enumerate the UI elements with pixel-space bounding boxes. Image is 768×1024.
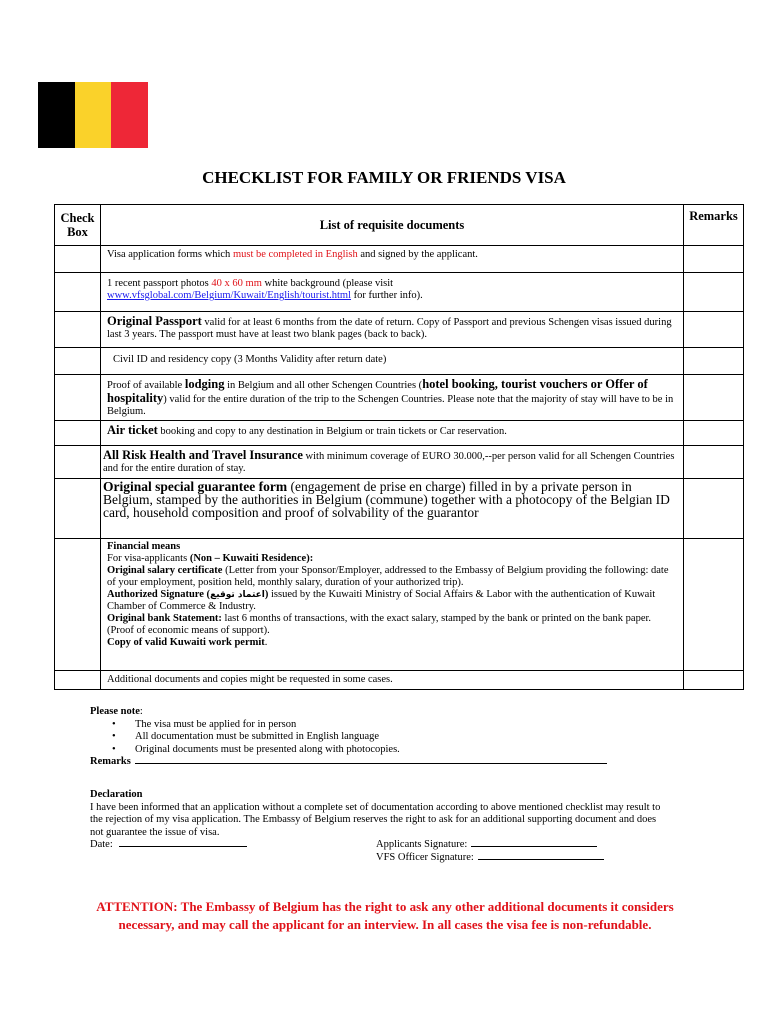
check-box-cell[interactable] [55, 446, 101, 479]
table-row [55, 539, 744, 671]
table-row [55, 348, 744, 375]
list-item: • Original documents must be presented along with photocopies. [130, 744, 607, 757]
header-documents: List of requisite documents [101, 205, 684, 246]
table-row [55, 446, 744, 479]
check-box-cell[interactable] [55, 421, 101, 446]
document-cell: 1 recent passport photos 40 x 60 mm white background (please visit www.vfsglobal.com/Belgium/Kuwait/English/tourist.html for further info). [101, 273, 684, 312]
remarks-cell[interactable] [684, 671, 744, 690]
remarks-cell[interactable] [684, 479, 744, 539]
financial-heading: Financial means [107, 541, 181, 552]
check-box-cell[interactable] [55, 348, 101, 375]
table-row [55, 375, 744, 421]
table-header-row [55, 205, 744, 246]
table-row [55, 479, 744, 539]
table-row [55, 671, 744, 690]
declaration-text: I have been informed that an application without a complete set of documentation according to above mentioned checklist may result to the rejection of my visa application. The Embassy of Belgium reserves the right to ask for an additional supporting document and does not guarantee the issue of visa. [90, 801, 661, 838]
check-box-cell[interactable] [55, 246, 101, 273]
applicant-signature-line[interactable] [471, 846, 597, 847]
check-box-cell[interactable] [55, 375, 101, 421]
document-cell: Additional documents and copies might be requested in some cases. [101, 671, 684, 690]
officer-signature-line[interactable] [478, 859, 604, 860]
please-note-section: Please note: • The visa must be applied for in person • All documentation must be submitted in English language • Original documents must be presented along with photocopies. Remarks [90, 706, 607, 769]
notes-list [90, 719, 607, 757]
table-row [55, 421, 744, 446]
page-title: CHECKLIST FOR FAMILY OR FRIENDS VISA [202, 168, 566, 187]
document-cell: Civil ID and residency copy (3 Months Validity after return date) [101, 348, 684, 375]
document-cell: Original Passport valid for at least 6 months from the date of return. Copy of Passport and previous Schengen visas issued during last 3 years. The passport must have at least two blank pages (back to back). [101, 312, 684, 348]
date-label: Date: [90, 839, 113, 851]
document-cell: Proof of available lodging in Belgium and all other Schengen Countries (hotel booking, tourist vouchers or Offer of hospitality) valid for the entire duration of the trip to the Schengen Countries. Please note that the majority of stay will have to be in Belgium. [101, 375, 684, 421]
document-cell: Visa application forms which must be completed in English and signed by the applicant. [101, 246, 684, 273]
flag-yellow-stripe [75, 82, 112, 148]
header-check-box: Check Box [55, 205, 101, 246]
document-cell: All Risk Health and Travel Insurance with minimum coverage of EURO 30.000,--per person valid for all Schengen Countries and for the entire duration of stay. [101, 446, 684, 479]
remarks-cell[interactable] [684, 446, 744, 479]
list-item: • The visa must be applied for in person [130, 719, 607, 732]
remarks-cell[interactable] [684, 273, 744, 312]
check-box-cell[interactable] [55, 671, 101, 690]
document-cell: Financial means For visa-applicants (Non – Kuwaiti Residence): Original salary certificate (Letter from your Sponsor/Employer, addressed to the Embassy of Belgium providing the following: date of your employment, position held, monthly salary, duration of your authorized trip). Authorized Signature (اعتماد توقيع) issued by the Kuwaiti Ministry of Social Affairs & Labor with the authentication of Kuwait Chamber of Commerce & Industry. Original bank Statement: last 6 months of transactions, with the exact salary, stamped by the bank or printed on the bank paper. (Proof of economic means of support). Copy of valid Kuwaiti work permit. [101, 539, 684, 671]
check-box-cell[interactable] [55, 479, 101, 539]
remarks-cell[interactable] [684, 375, 744, 421]
remarks-cell[interactable] [684, 348, 744, 375]
declaration-heading: Declaration [90, 789, 143, 800]
attention-notice: ATTENTION: The Embassy of Belgium has the right to ask any other additional documents it considers necessary, and may call the applicant for an interview. In all cases the visa fee is non-refundable. [96, 899, 674, 932]
remarks-cell[interactable] [684, 421, 744, 446]
header-remarks: Remarks [684, 205, 744, 246]
date-line[interactable] [119, 846, 247, 847]
remarks-label: Remarks [90, 756, 131, 768]
remarks-cell[interactable] [684, 246, 744, 273]
check-box-cell[interactable] [55, 273, 101, 312]
remarks-cell[interactable] [684, 312, 744, 348]
officer-signature-label: VFS Officer Signature: [376, 852, 474, 864]
document-cell: Air ticket booking and copy to any destination in Belgium or train tickets or Car reservation. [101, 421, 684, 446]
declaration-section [90, 789, 670, 865]
document-cell: Original special guarantee form (engagement de prise en charge) filled in by a private person in Belgium, stamped by the authorities in Belgium (commune) together with a photocopy of the Belgian ID card, household composition and proof of solvability of the guarantor [101, 479, 684, 539]
applicant-signature-label: Applicants Signature: [376, 839, 468, 851]
flag-red-stripe [111, 82, 148, 148]
please-note-heading: Please note [90, 706, 140, 717]
check-box-cell[interactable] [55, 312, 101, 348]
belgium-flag [38, 82, 148, 148]
table-row [55, 246, 744, 273]
table-row [55, 273, 744, 312]
vfs-link[interactable]: www.vfsglobal.com/Belgium/Kuwait/English/tourist.html [107, 290, 352, 301]
list-item: • All documentation must be submitted in English language [130, 731, 607, 744]
table-row [55, 312, 744, 348]
checklist-table [54, 204, 744, 690]
flag-black-stripe [38, 82, 75, 148]
check-box-cell[interactable] [55, 539, 101, 671]
remarks-line[interactable] [135, 763, 607, 764]
remarks-cell[interactable] [684, 539, 744, 671]
